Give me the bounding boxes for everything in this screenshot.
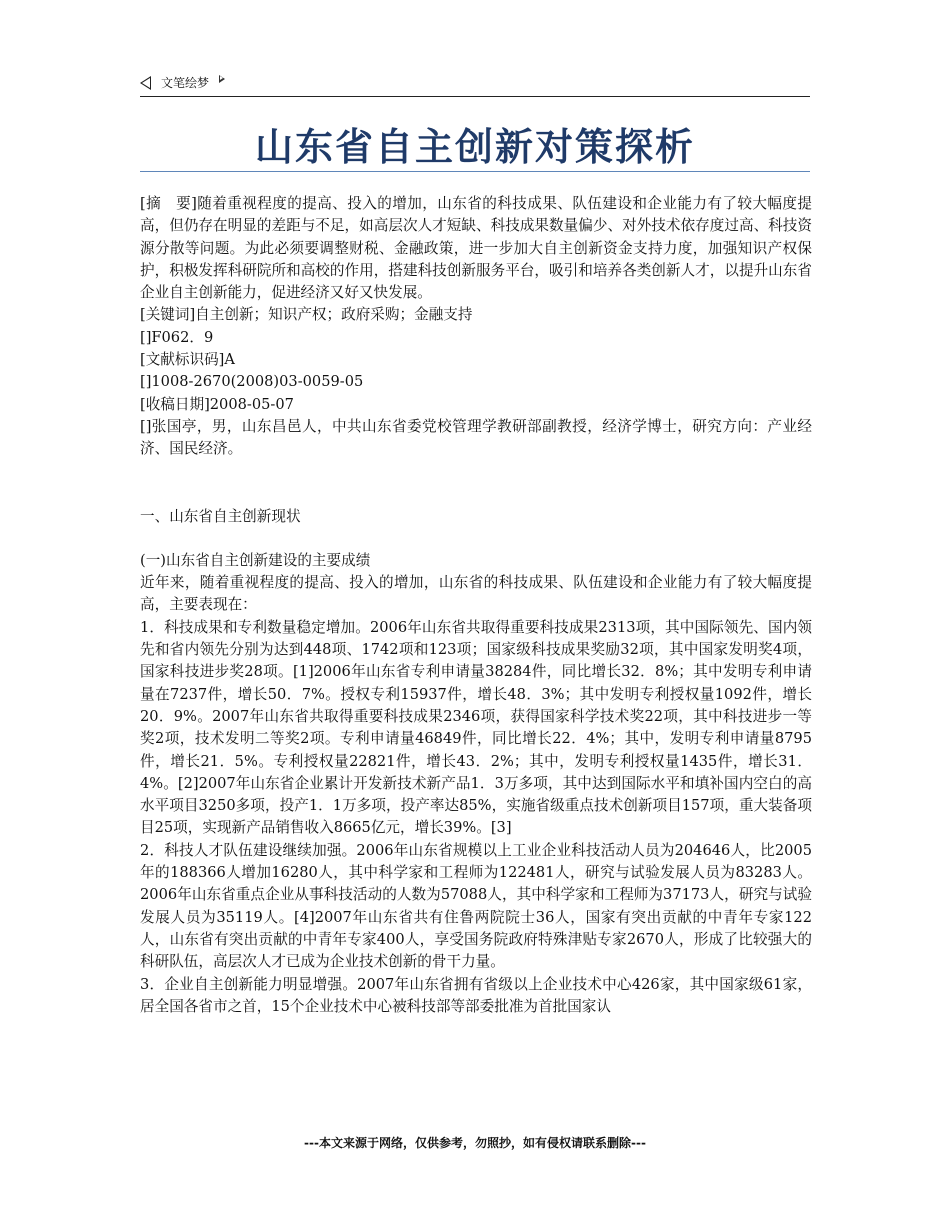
paragraph: 近年来，随着重视程度的提高、投入的增加，山东省的科技成果、队伍建设和企业能力有了较大幅度提高，主要表现在： <box>140 574 812 614</box>
paragraph: 2．科技人才队伍建设继续加强。2006年山东省规模以上工业企业科技活动人员为204646人，比2005年的188366人增加16280人，其中科学家和工程师为122481人，研究与试验发展人员为83283人。2006年山东省重点企业从事科技活动的人数为57088人，其中科学家和工程师为37173人，研究与试验发展人员为35119人。[4]2007年山东省共有住鲁两院院士36人，国家有突出贡献的中青年专家122人，山东省有突出贡献的中青年专家400人，享受国务院政府特殊津贴专家2670人，形成了比较强大的科研队伍，高层次人才已成为企业技术创新的骨干力量。 <box>140 841 812 971</box>
page-title: 山东省自主创新对策探析 <box>254 125 695 169</box>
document-code: [文献标识码]A <box>140 351 235 369</box>
triangle-left-icon <box>140 76 151 90</box>
keywords: [关键词]自主创新；知识产权；政府采购；金融支持 <box>140 306 473 324</box>
spacer <box>140 461 812 506</box>
spacer <box>140 528 812 550</box>
footer-disclaimer: ---本文来源于网络，仅供参考，勿照抄，如有侵权请联系删除--- <box>304 1136 646 1150</box>
author-info: []张国亭，男，山东昌邑人，中共山东省委党校管理学教研部副教授，经济学博士，研究方向：产业经济、国民经济。 <box>140 417 812 458</box>
subsection-heading: (一)山东省自主创新建设的主要成绩 <box>140 551 371 569</box>
abstract: [摘 要]随着重视程度的提高、投入的增加，山东省的科技成果、队伍建设和企业能力有了较大幅度提高，但仍存在明显的差距与不足，如高层次人才短缺、科技成果数量偏少、对外技术依存度过高、科技资源分散等问题。为此必须要调整财税、金融政策，进一步加大自主创新资金支持力度，加强知识产权保护，积极发挥科研院所和高校的作用，搭建科技创新服务平台，吸引和培养各类创新人才，以提升山东省企业自主创新能力，促进经济又好又快发展。 <box>140 195 812 302</box>
page-header <box>140 72 810 97</box>
triangle-right-icon <box>219 75 225 83</box>
brand-label: 文笔绘梦 <box>161 76 210 90</box>
paragraph: 3．企业自主创新能力明显增强。2007年山东省拥有省级以上企业技术中心426家，其中国家级61家，居全国各省市之首，15个企业技术中心被科技部等部委批准为首批国家认 <box>140 975 812 1015</box>
article-body <box>140 193 812 1018</box>
section-heading: 一、山东省自主创新现状 <box>140 507 301 525</box>
title-divider <box>140 171 810 172</box>
classification-number: []F062．9 <box>140 328 214 346</box>
received-date: [收稿日期]2008-05-07 <box>140 395 294 413</box>
paragraph: 1．科技成果和专利数量稳定增加。2006年山东省共取得重要科技成果2313项，其中国际领先、国内领先和省内领先分别为达到448项、1742项和123项；国家级科技成果奖励32项，其中国家发明奖4项，国家科技进步奖28项。[1]2006年山东省专利申请量38284件，同比增长32．8%；其中发明专利申请量在7237件，增长50．7%。授权专利15937件，增长48．3%；其中发明专利授权量1092件，增长20．9%。2007年山东省共取得重要科技成果2346项，获得国家科学技术奖22项，其中科技进步一等奖2项，技术发明二等奖2项。专利申请量46849件，同比增长22．4%；其中，发明专利申请量8795件，增长21．5%。专利授权量22821件，增长43．2%；其中，发明专利授权量1435件，增长31．4%。[2]2007年山东省企业累计开发新技术新产品1．3万多项，其中达到国际水平和填补国内空白的高水平项目3250多项，投产1．1万多项，投产率达85%，实施省级重点技术创新项目157项，重大装备项目25项，实现新产品销售收入8665亿元，增长39%。[3] <box>140 618 812 837</box>
brand <box>140 74 225 91</box>
article-number: []1008-2670(2008)03-0059-05 <box>140 373 364 391</box>
